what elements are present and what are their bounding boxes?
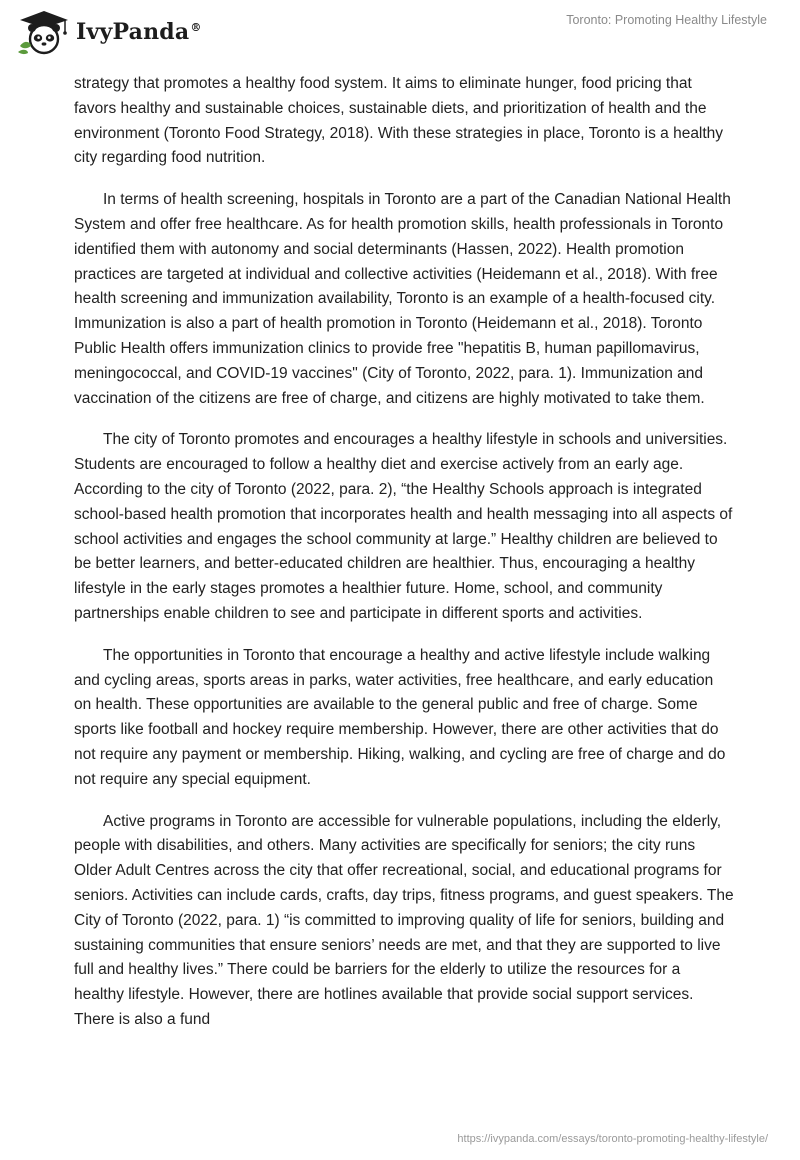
paragraph: strategy that promotes a healthy food system. It aims to eliminate hunger, food pricing that favors healthy and sustainable choices, sustainable diets, and prioritization of health and the environment (Toronto Food Strategy, 2018). With these strategies in place, Toronto is a healthy city regarding food nutrition. bbox=[74, 75, 724, 167]
page-header bbox=[0, 0, 800, 64]
brand-name: IvyPanda® bbox=[76, 19, 202, 45]
paragraph: The city of Toronto promotes and encourages a healthy lifestyle in schools and universities. Students are encouraged to follow a healthy diet and exercise actively from an early age. According to the city of Toronto (2022, para. 2), “the Healthy Schools approach is integrated school-based health promotion that incorporates health and health messaging into all aspects of school activities and engages the school community at large.” Healthy children are believed to be better learners, and better-educated children are healthier. Thus, encouraging a healthy lifestyle in the early stages promotes a healthier future. Home, school, and community partnerships enable children to see and participate in different sports and activities. bbox=[74, 431, 733, 622]
paragraph: In terms of health screening, hospitals in Toronto are a part of the Canadian National Health System and offer free healthcare. As for health promotion skills, health professionals in Toronto identified them with autonomy and social determinants (Hassen, 2022). Health promotion practices are targeted at individual and collective activities (Heidemann et al., 2018). With free health screening and immunization availability, Toronto is an example of a health-focused city. Immunization is also a part of health promotion in Toronto (Heidemann et al., 2018). Toronto Public Health offers immunization clinics to provide free "hepatitis B, human papillomavirus, meningococcal, and COVID-19 vaccines" (City of Toronto, 2022, para. 1). Immunization and vaccination of the citizens are free of charge, and citizens are highly motivated to take them. bbox=[74, 191, 731, 407]
document-title: Toronto: Promoting Healthy Lifestyle bbox=[566, 13, 767, 27]
source-url-link[interactable]: https://ivypanda.com/essays/toronto-promoting-healthy-lifestyle/ bbox=[457, 1133, 768, 1145]
paragraph: Active programs in Toronto are accessible for vulnerable populations, including the elderly, people with disabilities, and others. Many activities are specifically for seniors; the city runs Older Adult Centres across the city that offer recreational, social, and educational programs for seniors. Activities can include cards, crafts, day trips, fitness programs, and guest speakers. The City of Toronto (2022, para. 1) “is committed to improving quality of life for seniors, building and sustaining communities that ensure seniors’ needs are met, and that they are supported to live full and healthy lives.” There could be barriers for the elderly to utilize the resources for a healthy lifestyle. However, there are hotlines available that provide social support services. There is also a fund bbox=[74, 812, 734, 1028]
panda-graduation-cap-icon bbox=[14, 8, 70, 56]
paragraph: The opportunities in Toronto that encourage a healthy and active lifestyle include walking and cycling areas, sports areas in parks, water activities, free healthcare, and early education on health. These opportunities are available to the general public and free of charge. Some sports like football and hockey require membership. However, there are other activities that do not require any payment or membership. Hiking, walking, and cycling are free of charge and do not require any special equipment. bbox=[74, 646, 726, 788]
ivypanda-logo-link[interactable] bbox=[14, 8, 202, 56]
essay-body bbox=[74, 72, 734, 1050]
